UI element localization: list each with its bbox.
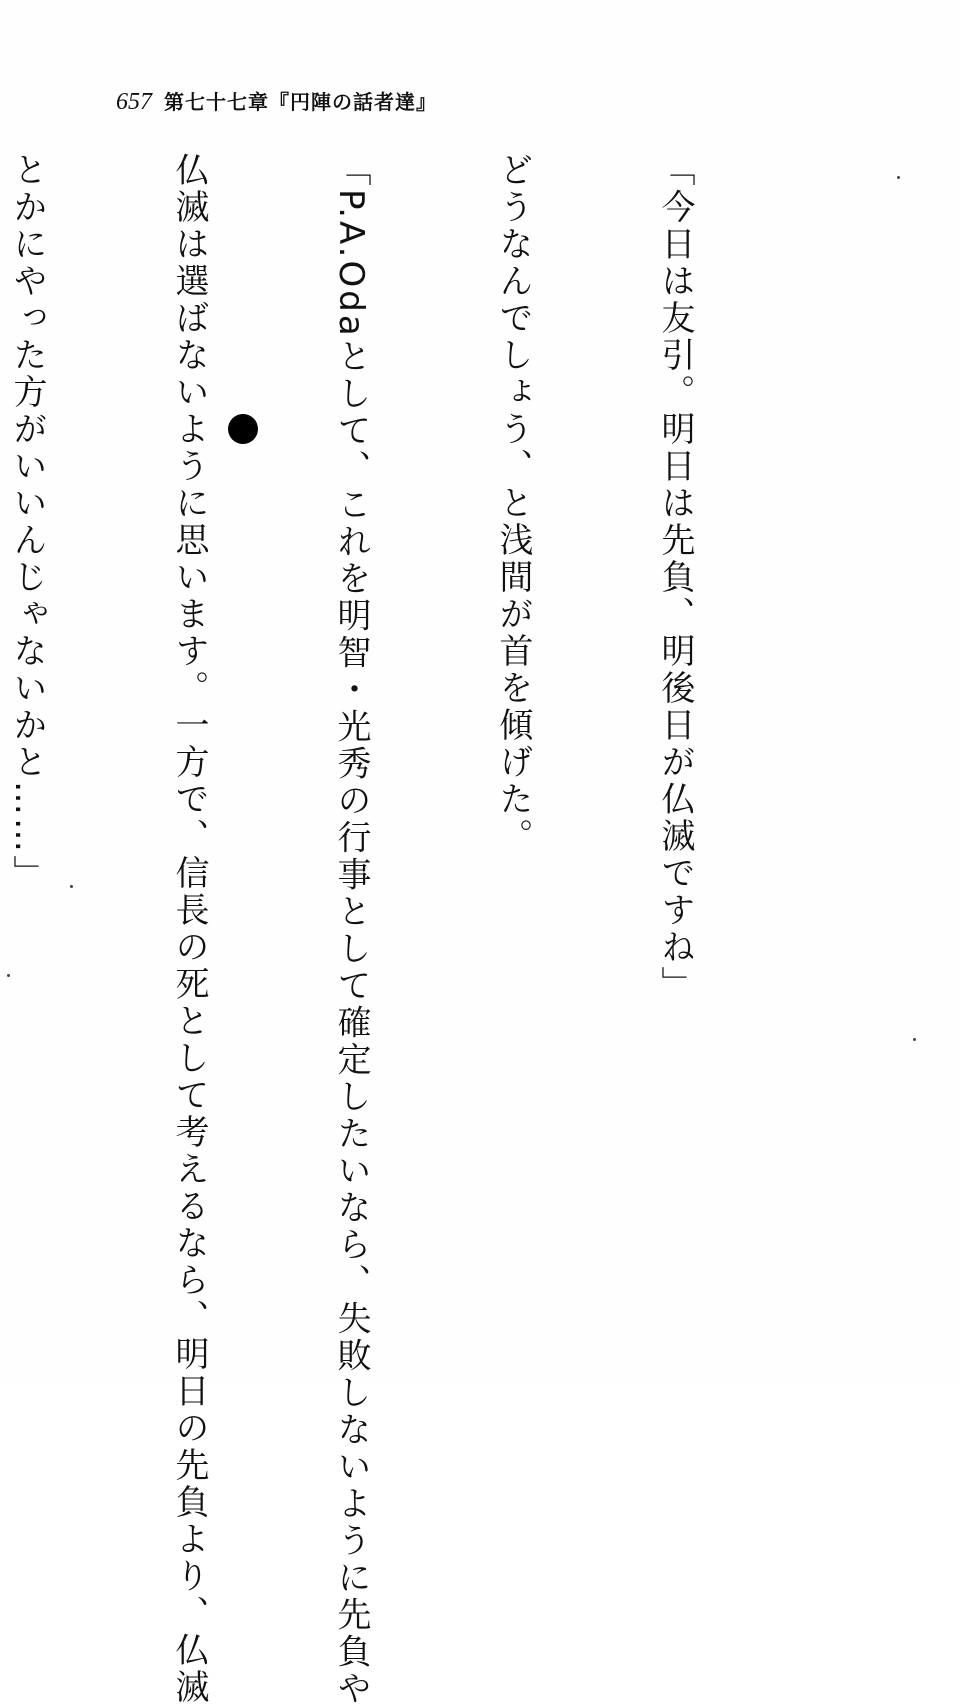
page-header [116,86,437,116]
scan-speck [897,176,900,179]
scan-speck [70,885,73,888]
text-line: 仏滅は選ばないように思います。一方で、信長の死として考えるなら、明日の先負より、仏滅 [169,152,209,1706]
text-line: 「P.A.Odaとして、これを明智・光秀の行事として確定したいなら、失敗しないように先負や [331,152,371,1708]
chapter-title: 第七十七章『円陣の話者達』 [164,90,437,114]
text-line: とかにやった方がいいんじゃないかと……」 [7,152,47,892]
text-line: どうなんでしょう、と浅間が首を傾げた。 [493,152,533,855]
scan-speck [7,974,10,977]
scene-break-dot [228,414,258,444]
page-number: 657 [116,89,152,115]
vertical-body-text [0,152,810,1708]
scan-speck [913,1038,916,1041]
text-line: 「今日は友引。明日は先負、明後日が仏滅ですね」 [655,152,695,1003]
